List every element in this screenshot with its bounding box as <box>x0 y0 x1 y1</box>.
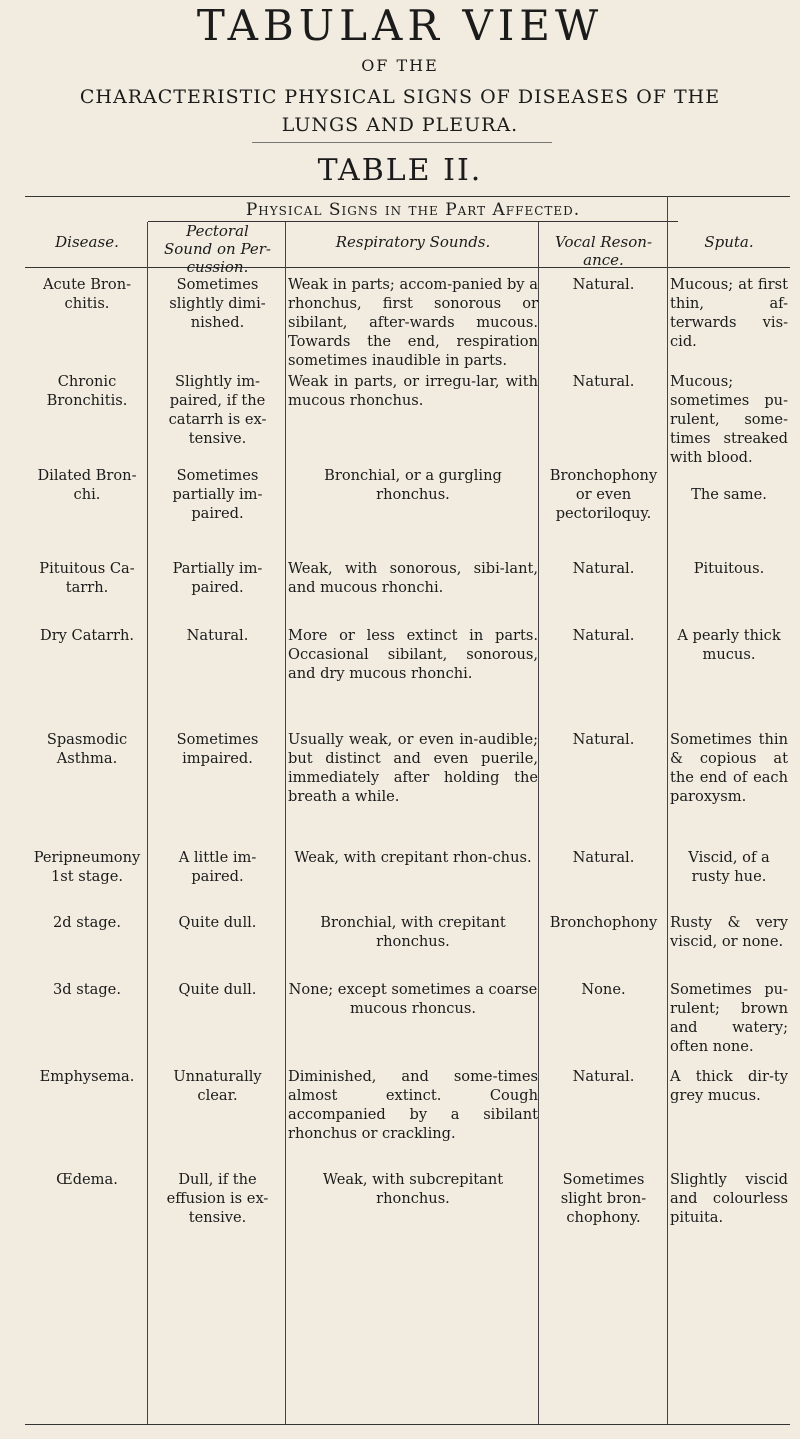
disease-line: Dry Catarrh. <box>40 627 134 644</box>
pectoral-line: Unnaturally <box>173 1068 262 1085</box>
disease-cell <box>28 913 146 932</box>
pectoral-line: paired. <box>191 868 244 885</box>
title-connector: OF THE <box>361 56 439 75</box>
col-divider-3 <box>538 222 539 1424</box>
disease-line: Œdema. <box>56 1171 118 1188</box>
col-header-pectoral <box>150 222 285 276</box>
sputa-cell: The same. <box>691 486 767 503</box>
pectoral-line: paired. <box>191 505 244 522</box>
respiratory-cell: Weak, with crepitant rhon-chus. <box>294 849 532 866</box>
vocal-cell <box>541 1067 666 1086</box>
col-header-vocal-line-2: ance. <box>583 251 624 269</box>
col-divider-1 <box>147 222 148 1424</box>
subtitle-line-1: CHARACTERISTIC PHYSICAL SIGNS OF DISEASES OF THE <box>79 86 721 108</box>
vocal-line: Natural. <box>572 373 635 390</box>
respiratory-cell: Weak, with sonorous, sibi-lant, and mucous rhonchi. <box>288 560 538 596</box>
disease-cell <box>28 1067 146 1086</box>
disease-line: Peripneumony <box>33 849 141 866</box>
pectoral-cell <box>150 626 285 645</box>
sputa-cell: Sometimes thin & copious at the end of each paroxysm. <box>670 731 788 805</box>
disease-line: tarrh. <box>65 579 109 596</box>
sputa-cell: Mucous; sometimes pu-rulent, some-times streaked with blood. <box>670 373 788 466</box>
vocal-cell <box>541 730 666 749</box>
pectoral-line: Sometimes <box>176 467 259 484</box>
pectoral-cell <box>150 466 285 523</box>
pectoral-line: tensive. <box>188 430 247 447</box>
col-header-vocal <box>541 233 666 269</box>
pectoral-line: Natural. <box>186 627 249 644</box>
pectoral-line: Partially im- <box>172 560 263 577</box>
respiratory-cell: Weak in parts, or irregu-lar, with mucous rhonchus. <box>288 373 538 409</box>
disease-line: Acute Bron- <box>42 276 132 293</box>
table-label: TABLE II. <box>317 153 483 188</box>
disease-cell <box>28 848 146 886</box>
vocal-line: Bronchophony <box>549 914 658 931</box>
col-header-sputa: Sputa. <box>704 233 754 251</box>
disease-cell <box>28 372 146 410</box>
vocal-line: None. <box>581 981 626 998</box>
disease-line: Bronchitis. <box>46 392 128 409</box>
pectoral-cell <box>150 559 285 597</box>
vocal-line: Bronchophony <box>549 467 658 484</box>
respiratory-cell: Weak in parts; accom-panied by a rhonchus, first sonorous or sibilant, after-wards mucous. Towards the end, respiration sometimes inaudible in parts. <box>288 276 538 369</box>
disease-line: 1st stage. <box>51 868 123 885</box>
disease-cell <box>28 559 146 597</box>
pectoral-line: partially im- <box>172 486 263 503</box>
page-subtitle <box>0 83 800 139</box>
vocal-line: chophony. <box>566 1209 641 1226</box>
disease-line: Chronic <box>57 373 117 390</box>
vocal-line: Natural. <box>572 627 635 644</box>
pectoral-line: Slightly im- <box>175 373 260 390</box>
pectoral-cell <box>150 848 285 886</box>
pectoral-cell <box>150 913 285 932</box>
vocal-line: pectoriloquy. <box>555 505 652 522</box>
table-bottom-rule <box>25 1424 790 1425</box>
pectoral-line: catarrh is ex- <box>168 411 267 428</box>
respiratory-cell: Bronchial, with crepitant rhonchus. <box>320 914 506 950</box>
pectoral-line: tensive. <box>188 1209 247 1226</box>
pectoral-cell <box>150 1170 285 1227</box>
disease-cell <box>28 466 146 504</box>
respiratory-cell: More or less extinct in parts. Occasional sibilant, sonorous, and dry mucous rhonchi. <box>288 627 538 682</box>
pectoral-line: Dull, if the <box>178 1171 257 1188</box>
header-rule <box>25 267 790 268</box>
vocal-cell <box>541 559 666 578</box>
vocal-cell <box>541 626 666 645</box>
disease-cell <box>28 275 146 313</box>
pectoral-line: paired. <box>191 579 244 596</box>
respiratory-cell: None; except sometimes a coarse mucous rhoncus. <box>288 981 538 1017</box>
disease-line: Emphysema. <box>39 1068 135 1085</box>
title-rule <box>252 142 552 143</box>
disease-line: Dilated Bron- <box>37 467 137 484</box>
col-header-vocal-line-1: Vocal Reson- <box>554 233 653 251</box>
sputa-cell: A thick dir-ty grey mucus. <box>670 1068 788 1104</box>
disease-line: 2d stage. <box>53 914 121 931</box>
vocal-line: or even <box>575 486 632 503</box>
vocal-line: Natural. <box>572 1068 635 1085</box>
disease-cell <box>28 730 146 768</box>
sputa-cell: Mucous; at first thin, af-terwards vis-cid. <box>670 276 788 350</box>
respiratory-cell: Bronchial, or a gurgling rhonchus. <box>324 467 502 503</box>
pectoral-line: paired, if the <box>169 392 266 409</box>
respiratory-cell: Usually weak, or even in-audible; but distinct and even puerile, immediately after holding the breath a while. <box>288 731 538 805</box>
disease-cell <box>28 980 146 999</box>
vocal-cell <box>541 275 666 294</box>
pectoral-cell <box>150 980 285 999</box>
disease-line: Pituitous Ca- <box>39 560 135 577</box>
disease-line: Spasmodic <box>46 731 128 748</box>
pectoral-line: Sometimes <box>176 276 259 293</box>
vocal-line: Natural. <box>572 731 635 748</box>
disease-cell <box>28 1170 146 1189</box>
col-header-pectoral-line-3: cussion. <box>186 258 249 276</box>
pectoral-line: Quite dull. <box>178 981 257 998</box>
pectoral-line: clear. <box>197 1087 238 1104</box>
col-header-disease: Disease. <box>55 233 119 251</box>
pectoral-line: nished. <box>190 314 245 331</box>
disease-line: chi. <box>73 486 101 503</box>
vocal-cell <box>541 848 666 867</box>
sputa-cell: Rusty & very viscid, or none. <box>670 914 788 950</box>
pectoral-cell <box>150 1067 285 1105</box>
pectoral-cell <box>150 275 285 332</box>
sputa-cell: Pituitous. <box>693 560 765 577</box>
disease-line: Asthma. <box>56 750 118 767</box>
vocal-line: Natural. <box>572 849 635 866</box>
page-title: TABULAR VIEW <box>196 1 604 50</box>
sputa-cell: Viscid, of a rusty hue. <box>688 849 770 885</box>
respiratory-cell: Weak, with subcrepitant rhonchus. <box>322 1171 504 1207</box>
pectoral-line: Sometimes <box>176 731 259 748</box>
pectoral-line: effusion is ex- <box>166 1190 269 1207</box>
sputa-cell: Slightly viscid and colourless pituita. <box>670 1171 788 1226</box>
vocal-cell <box>541 913 666 932</box>
vocal-cell <box>541 980 666 999</box>
vocal-cell <box>541 466 666 523</box>
respiratory-cell: Diminished, and some-times almost extinct. Cough accompanied by a sibilant rhonchus or crackling. <box>288 1068 538 1142</box>
disease-cell <box>28 626 146 645</box>
pectoral-cell <box>150 730 285 768</box>
vocal-cell <box>541 372 666 391</box>
pectoral-line: impaired. <box>182 750 253 767</box>
disease-line: chitis. <box>64 295 110 312</box>
subtitle-line-2: LUNGS AND PLEURA. <box>281 114 519 136</box>
vocal-line: Sometimes <box>562 1171 645 1188</box>
disease-line: 3d stage. <box>53 981 121 998</box>
vocal-line: Natural. <box>572 276 635 293</box>
col-divider-2 <box>285 222 286 1424</box>
pectoral-cell <box>150 372 285 448</box>
vocal-cell <box>541 1170 666 1227</box>
table-top-rule <box>25 196 790 197</box>
sputa-cell: A pearly thick mucus. <box>677 627 781 663</box>
col-header-respiratory: Respiratory Sounds. <box>335 233 491 251</box>
col-header-pectoral-line-1: Pectoral <box>186 222 249 240</box>
col-header-pectoral-line-2: Sound on Per- <box>164 240 271 258</box>
pectoral-line: A little im- <box>178 849 257 866</box>
pectoral-line: Quite dull. <box>178 914 257 931</box>
pectoral-line: slightly dimi- <box>169 295 266 312</box>
col-divider-4 <box>667 196 668 1424</box>
sputa-cell: Sometimes pu-rulent; brown and watery; often none. <box>670 981 788 1055</box>
vocal-line: Natural. <box>572 560 635 577</box>
vocal-line: slight bron- <box>560 1190 647 1207</box>
group-header: Physical Signs in the Part Affected. <box>245 200 581 220</box>
